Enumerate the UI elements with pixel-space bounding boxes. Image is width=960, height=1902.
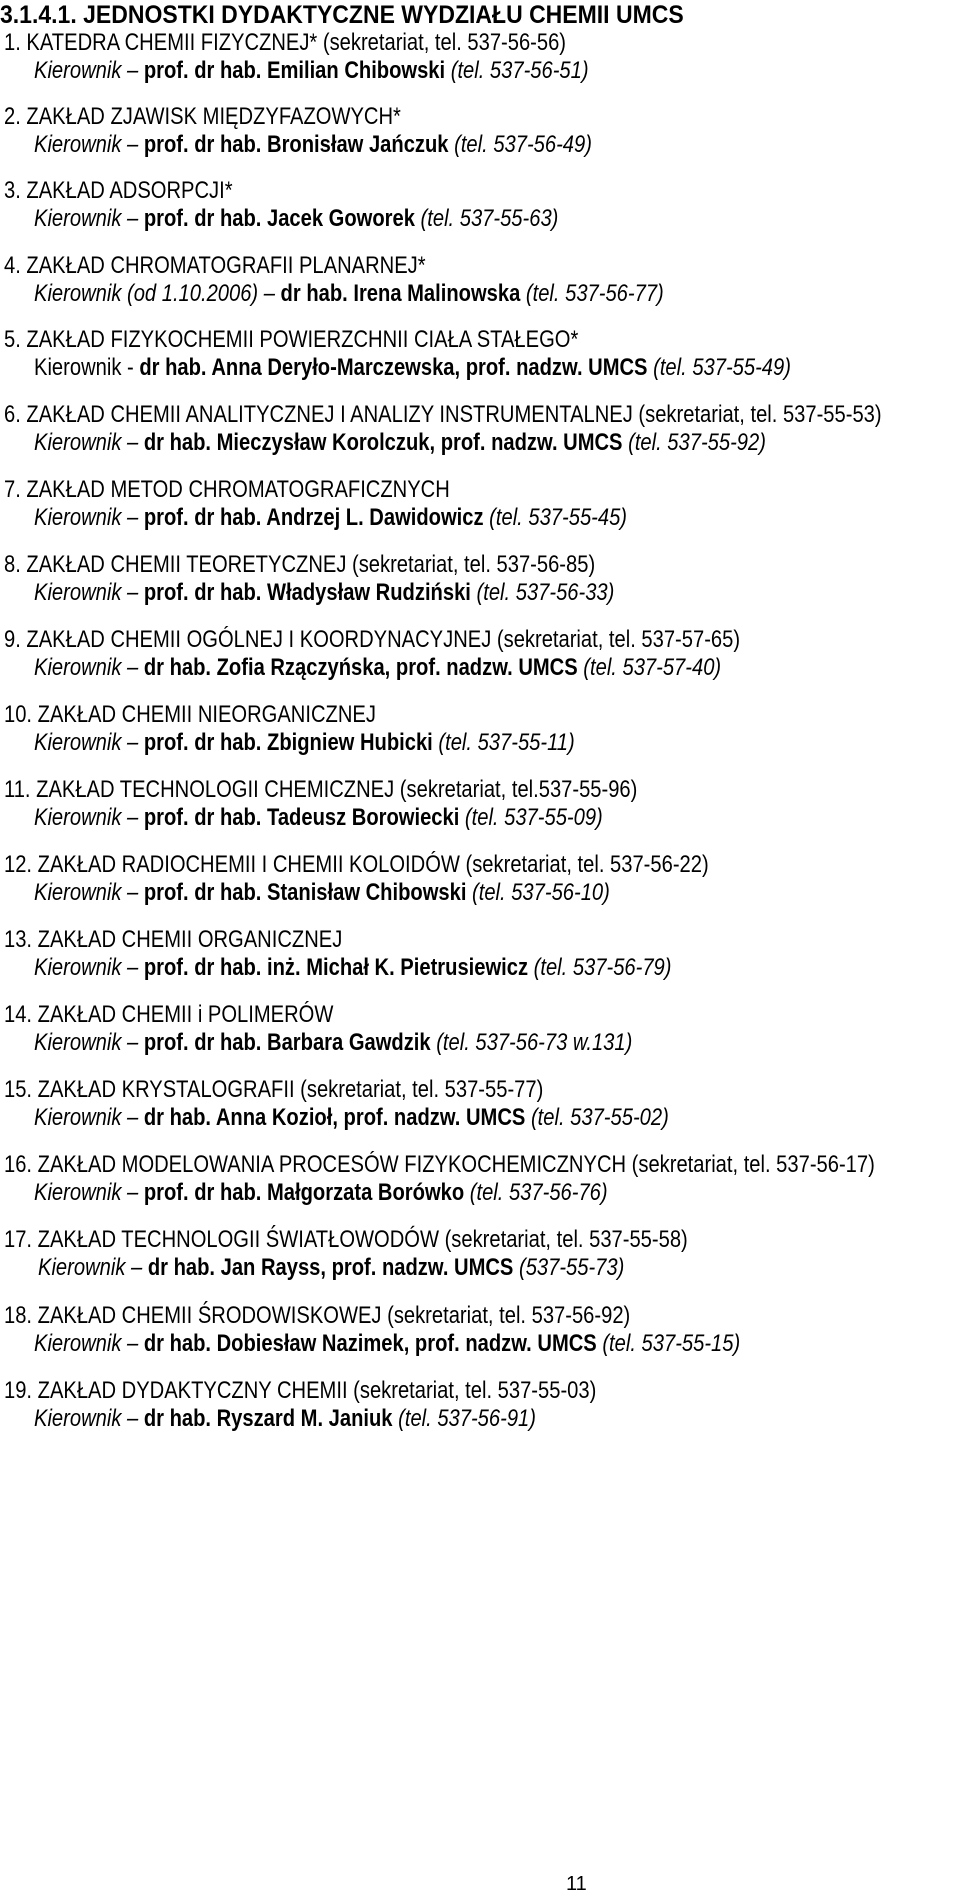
head-phone: (tel. 537-57-40) <box>577 654 722 681</box>
head-label: Kierownik – <box>34 1029 144 1056</box>
unit-head <box>34 131 592 159</box>
unit-head <box>34 1405 536 1433</box>
head-phone: (tel. 537-55-11) <box>432 729 575 756</box>
unit-heading: 8. ZAKŁAD CHEMII TEORETYCZNEJ (sekretariat, tel. 537-56-85) <box>4 551 596 578</box>
head-label: Kierownik – <box>34 1179 144 1206</box>
page-title: 3.1.4.1. JEDNOSTKI DYDAKTYCZNE WYDZIAŁU CHEMII UMCS <box>0 1 684 29</box>
head-name: prof. dr hab. Emilian Chibowski <box>143 57 446 84</box>
head-name: prof. dr hab. Bronisław Jańczuk <box>143 131 449 158</box>
unit-head <box>34 205 558 233</box>
head-label: Kierownik – <box>34 205 144 232</box>
head-label: Kierownik – <box>34 504 144 531</box>
unit-heading: 2. ZAKŁAD ZJAWISK MIĘDZYFAZOWYCH* <box>4 103 401 130</box>
unit-heading: 16. ZAKŁAD MODELOWANIA PROCESÓW FIZYKOCHEMICZNYCH (sekretariat, tel. 537-56-17) <box>4 1151 875 1178</box>
head-phone: (tel. 537-56-49) <box>448 131 592 158</box>
head-label: Kierownik – <box>34 879 144 906</box>
head-name: dr hab. Zofia Rzączyńska, prof. nadzw. UMCS <box>143 654 578 681</box>
head-name: prof. dr hab. Zbigniew Hubicki <box>143 729 433 756</box>
head-label: Kierownik – <box>34 131 144 158</box>
unit-head <box>34 57 589 85</box>
unit-head <box>34 1029 632 1057</box>
unit-heading: 19. ZAKŁAD DYDAKTYCZNY CHEMII (sekretariat, tel. 537-55-03) <box>4 1377 597 1404</box>
head-phone: (tel. 537-55-45) <box>483 504 628 531</box>
head-name: dr hab. Ryszard M. Janiuk <box>143 1405 393 1432</box>
head-name: prof. dr hab. Małgorzata Borówko <box>143 1179 465 1206</box>
unit-heading: 5. ZAKŁAD FIZYKOCHEMII POWIERZCHNII CIAŁA STAŁEGO* <box>4 326 579 353</box>
head-name: dr hab. Dobiesław Nazimek, prof. nadzw. UMCS <box>143 1330 597 1357</box>
head-label: Kierownik – <box>34 804 144 831</box>
head-label: Kierownik – <box>34 1405 144 1432</box>
unit-heading: 7. ZAKŁAD METOD CHROMATOGRAFICZNYCH <box>4 476 450 503</box>
head-phone: (tel. 537-56-73 w.131) <box>430 1029 633 1056</box>
unit-head <box>34 804 603 832</box>
head-label: Kierownik (od 1.10.2006) – <box>34 280 281 307</box>
unit-head <box>34 1330 740 1358</box>
unit-head <box>34 280 664 308</box>
unit-heading: 1. KATEDRA CHEMII FIZYCZNEJ* (sekretariat, tel. 537-56-56) <box>4 29 567 56</box>
head-name: prof. dr hab. Andrzej L. Dawidowicz <box>143 504 484 531</box>
unit-head <box>34 954 671 982</box>
head-phone: (tel. 537-55-49) <box>647 354 791 381</box>
head-label: Kierownik – <box>34 729 144 756</box>
head-phone: (tel. 537-55-02) <box>525 1104 669 1131</box>
unit-heading: 17. ZAKŁAD TECHNOLOGII ŚWIATŁOWODÓW (sekretariat, tel. 537-55-58) <box>4 1226 688 1253</box>
unit-head <box>34 879 610 907</box>
head-phone: (tel. 537-56-33) <box>470 579 615 606</box>
head-phone: (tel. 537-56-79) <box>528 954 672 981</box>
unit-heading: 18. ZAKŁAD CHEMII ŚRODOWISKOWEJ (sekretariat, tel. 537-56-92) <box>4 1302 631 1329</box>
unit-heading: 12. ZAKŁAD RADIOCHEMII I CHEMII KOLOIDÓW (sekretariat, tel. 537-56-22) <box>4 851 709 878</box>
unit-head <box>34 1104 669 1132</box>
head-label: Kierownik – <box>34 429 144 456</box>
unit-head <box>34 729 575 757</box>
head-phone: (tel. 537-56-51) <box>445 57 589 84</box>
head-label: Kierownik – <box>34 1330 144 1357</box>
head-name: dr hab. Jan Rayss, prof. nadzw. UMCS <box>147 1254 514 1281</box>
head-name: prof. dr hab. Władysław Rudziński <box>143 579 471 606</box>
unit-head <box>34 1179 608 1207</box>
head-name: prof. dr hab. inż. Michał K. Pietrusiewicz <box>143 954 529 981</box>
head-name: prof. dr hab. Barbara Gawdzik <box>143 1029 431 1056</box>
head-label: Kierownik - <box>34 354 140 381</box>
unit-head <box>34 429 766 457</box>
head-name: dr hab. Anna Kozioł, prof. nadzw. UMCS <box>143 1104 526 1131</box>
unit-head <box>38 1254 624 1282</box>
unit-heading: 3. ZAKŁAD ADSORPCJI* <box>4 177 233 204</box>
unit-heading: 10. ZAKŁAD CHEMII NIEORGANICZNEJ <box>4 701 376 728</box>
head-phone: (tel. 537-56-91) <box>392 1405 536 1432</box>
head-label: Kierownik – <box>34 654 144 681</box>
head-name: prof. dr hab. Jacek Goworek <box>143 205 415 232</box>
page-number: 11 <box>566 1873 587 1895</box>
head-label: Kierownik – <box>38 1254 148 1281</box>
head-label: Kierownik – <box>34 579 144 606</box>
head-name: dr hab. Anna Deryło-Marczewska, prof. nadzw. UMCS <box>139 354 648 381</box>
head-name: dr hab. Mieczysław Korolczuk, prof. nadzw. UMCS <box>143 429 623 456</box>
unit-heading: 15. ZAKŁAD KRYSTALOGRAFII (sekretariat, tel. 537-55-77) <box>4 1076 544 1103</box>
head-name: dr hab. Irena Malinowska <box>280 280 521 307</box>
head-phone: (tel. 537-55-63) <box>414 205 559 232</box>
head-label: Kierownik – <box>34 57 144 84</box>
unit-heading: 6. ZAKŁAD CHEMII ANALITYCZNEJ I ANALIZY INSTRUMENTALNEJ (sekretariat, tel. 537-55-53) <box>4 401 882 428</box>
head-name: prof. dr hab. Tadeusz Borowiecki <box>143 804 460 831</box>
head-phone: (tel. 537-56-77) <box>520 280 664 307</box>
unit-heading: 4. ZAKŁAD CHROMATOGRAFII PLANARNEJ* <box>4 252 426 279</box>
head-phone: (tel. 537-56-76) <box>464 1179 608 1206</box>
unit-heading: 9. ZAKŁAD CHEMII OGÓLNEJ I KOORDYNACYJNEJ (sekretariat, tel. 537-57-65) <box>4 626 741 653</box>
head-phone: (tel. 537-55-09) <box>459 804 603 831</box>
unit-head <box>34 579 614 607</box>
head-phone: (tel. 537-56-10) <box>466 879 610 906</box>
head-label: Kierownik – <box>34 1104 144 1131</box>
head-phone: (tel. 537-55-15) <box>596 1330 741 1357</box>
unit-heading: 14. ZAKŁAD CHEMII i POLIMERÓW <box>4 1001 334 1028</box>
head-name: prof. dr hab. Stanisław Chibowski <box>143 879 467 906</box>
head-phone: (537-55-73) <box>513 1254 625 1281</box>
unit-head <box>34 654 721 682</box>
unit-head <box>34 354 791 382</box>
head-label: Kierownik – <box>34 954 144 981</box>
unit-heading: 11. ZAKŁAD TECHNOLOGII CHEMICZNEJ (sekretariat, tel.537-55-96) <box>4 776 638 803</box>
unit-head <box>34 504 627 532</box>
head-phone: (tel. 537-55-92) <box>622 429 766 456</box>
unit-heading: 13. ZAKŁAD CHEMII ORGANICZNEJ <box>4 926 343 953</box>
